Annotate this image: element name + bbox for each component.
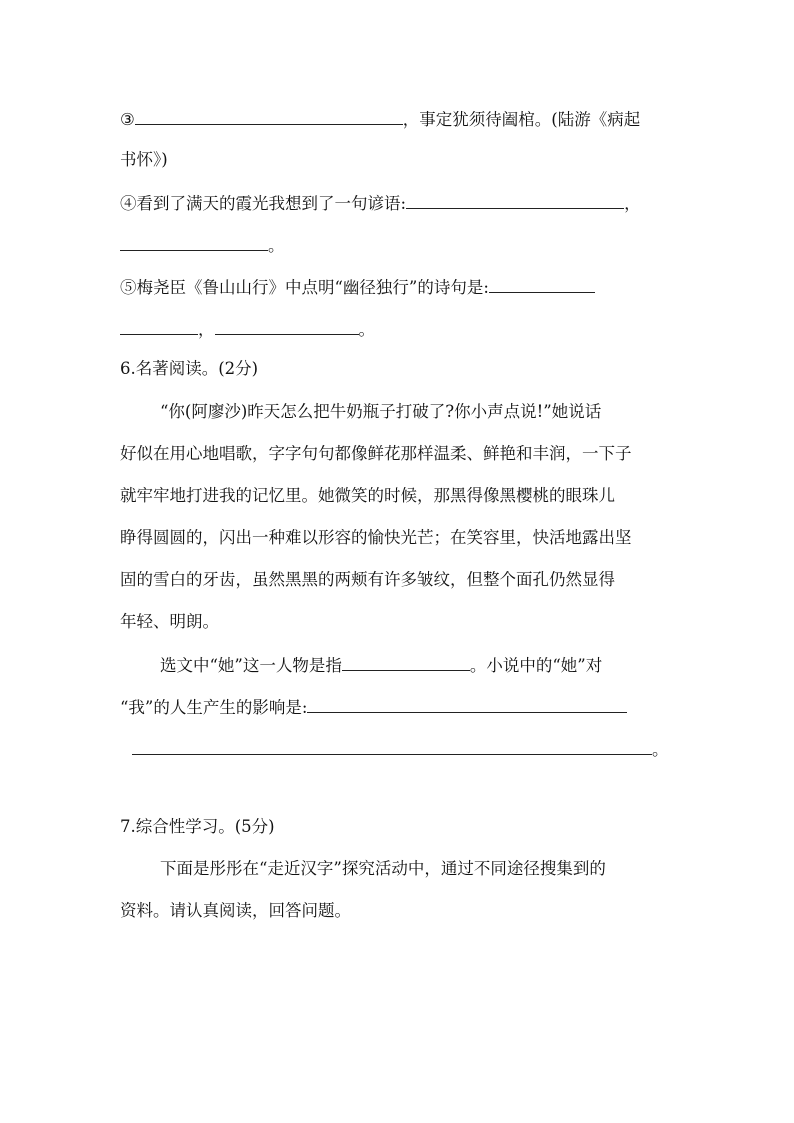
q5-item5-continuation — [120, 316, 375, 342]
item4-text: ④看到了满天的霞光我想到了一句谚语: — [120, 194, 407, 213]
q5-item4-line — [120, 190, 641, 216]
item5-blank-1[interactable] — [489, 274, 595, 293]
q7-intro-line: 资料。请认真阅读，回答问题。 — [120, 901, 351, 920]
q6-question-line — [160, 652, 602, 678]
q6-passage-line: 睁得圆圆的，闪出一种难以形容的愉快光芒；在笑容里，快活地露出坚 — [120, 528, 632, 547]
q5-item4-continuation — [120, 232, 285, 258]
q6-heading: 6.名著阅读。(2分) — [120, 359, 259, 378]
item5-blank-3[interactable] — [215, 316, 359, 335]
q5-item3-continuation — [120, 148, 168, 172]
q6-influence-blank-1[interactable] — [307, 694, 627, 713]
q5-item5-line — [120, 274, 595, 300]
item3-continuation-text: 书怀》) — [120, 150, 168, 169]
q6-question-text-b: 。小说中的“她”对 — [469, 656, 603, 675]
q6-question-text-a: 选文中“她”这一人物是指 — [160, 656, 342, 675]
item4-blank-1[interactable] — [406, 190, 624, 209]
q6-character-blank[interactable] — [342, 652, 470, 671]
item4-end: 。 — [268, 236, 285, 255]
item5-blank-2[interactable] — [120, 316, 198, 335]
item5-end: 。 — [358, 320, 375, 339]
item4-comma: ， — [624, 194, 641, 213]
item3-number: ③ — [120, 110, 135, 129]
q6-influence-blank-2[interactable] — [132, 736, 652, 755]
q6-passage-line: 好似在用心地唱歌，字字句句都像鲜花那样温柔、鲜艳和丰润，一下子 — [120, 444, 632, 463]
q6-question-text-c: “我”的人生产生的影响是: — [120, 698, 308, 717]
q7-heading: 7.综合性学习。(5分) — [120, 817, 275, 836]
q7-intro-line: 下面是彤彤在“走近汉字”探究活动中，通过不同途径搜集到的 — [160, 859, 606, 878]
item4-blank-2[interactable] — [120, 232, 268, 251]
q6-passage-line: 就牢牢地打进我的记忆里。她微笑的时候，那黑得像黑樱桃的眼珠儿 — [120, 486, 615, 505]
q6-passage-line: “你(阿廖沙)昨天怎么把牛奶瓶子打破了?你小声点说!”她说话 — [160, 402, 602, 421]
q6-passage-line: 年轻、明朗。 — [120, 612, 219, 631]
q6-answer-line — [132, 736, 669, 762]
q6-passage-line: 固的雪白的牙齿，虽然黑黑的两颊有许多皱纹，但整个面孔仍然显得 — [120, 570, 615, 589]
q5-item3-line — [120, 106, 640, 132]
item3-blank[interactable] — [135, 106, 403, 125]
q6-end: 。 — [652, 740, 669, 759]
item3-text: ，事定犹须待阖棺。(陆游《病起 — [402, 110, 641, 129]
item5-comma: ， — [198, 320, 215, 339]
item5-text: ⑤梅尧臣《鲁山山行》中点明“幽径独行”的诗句是: — [120, 278, 489, 297]
q6-question-line-2 — [120, 694, 627, 720]
